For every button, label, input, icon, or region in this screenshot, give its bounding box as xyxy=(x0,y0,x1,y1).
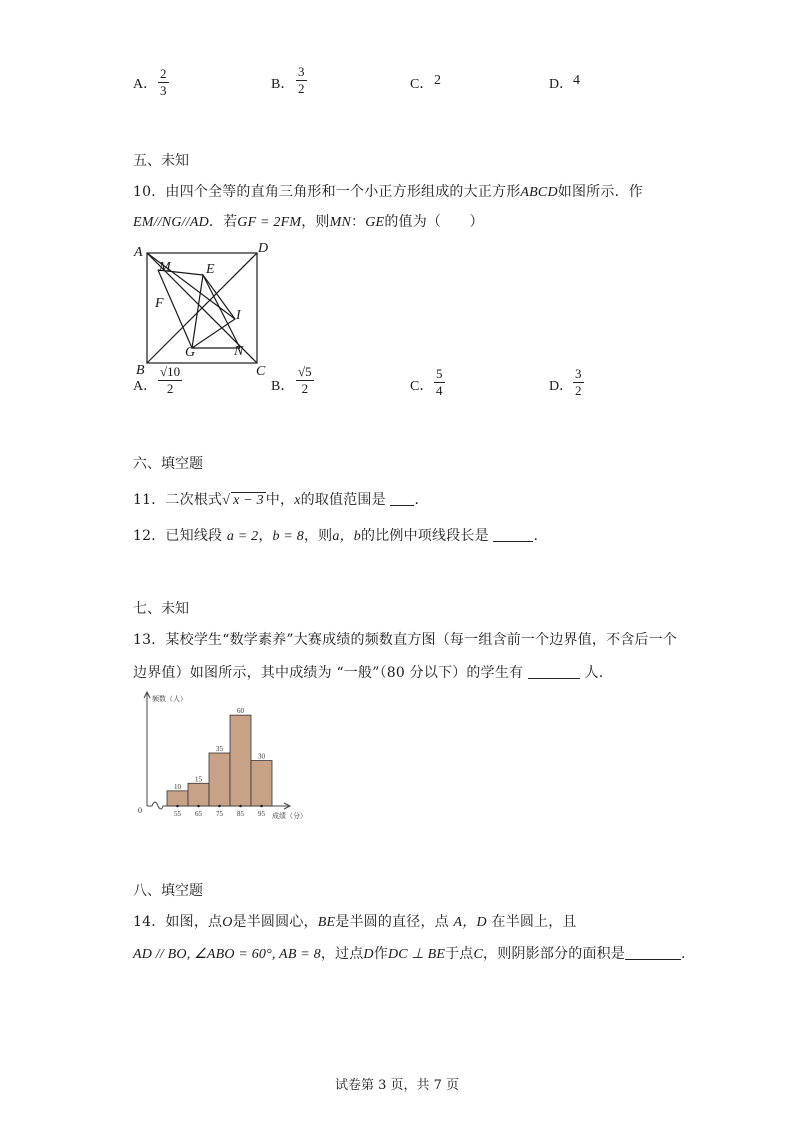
x-tick-label: 65 xyxy=(195,810,202,818)
section-5-title: 五、未知 xyxy=(133,153,189,169)
q10-option-b-num: √5 xyxy=(298,364,312,379)
q11-var: x xyxy=(294,493,301,508)
bar-value-label: 60 xyxy=(237,707,244,716)
q14-line1 xyxy=(133,911,577,931)
q10-option-a-den: 2 xyxy=(166,381,174,396)
q9-option-a-letter: A． xyxy=(133,77,158,92)
x-tick-dot xyxy=(218,805,221,808)
histogram-bar-65 xyxy=(188,783,209,806)
q9-option-d-letter: D． xyxy=(549,77,574,92)
q10-option-d-num: 3 xyxy=(575,366,582,381)
q10-option-a-num: √10 xyxy=(160,364,181,379)
x-tick-dot xyxy=(176,805,179,808)
q10-option-d-fraction xyxy=(573,366,584,399)
label-g: G xyxy=(185,345,196,360)
x-tick-label: 75 xyxy=(216,810,223,818)
q14-line2-b: ，过点 xyxy=(320,946,364,962)
q11-end: ． xyxy=(414,492,429,508)
histogram-bar-75 xyxy=(209,753,230,806)
q14-end: . xyxy=(681,946,686,962)
q13-line2 xyxy=(133,662,603,682)
q12-post: 的比例中项线段长是 xyxy=(361,528,489,544)
page-footer: 试卷第 3 页，共 7 页 xyxy=(334,1078,460,1093)
histogram-bar-55 xyxy=(167,791,188,806)
q10-option-d-letter: D． xyxy=(549,379,574,394)
q10-option-a-letter: A． xyxy=(133,379,158,394)
q11-text: 11．二次根式√ x − 3 中，x的取值范围是 ． xyxy=(133,492,429,508)
q11-post: 的取值范围是 xyxy=(300,492,386,508)
q10-option-a-fraction xyxy=(158,364,182,397)
q12-text xyxy=(133,525,538,545)
q10-line1-end: 如图所示．作 xyxy=(557,184,643,200)
q14-conditions: AD // BO, ∠ABO = 60°, AB = 8 xyxy=(133,947,321,962)
q14-be: BE xyxy=(317,915,336,930)
q10-line1-text: 10．由四个全等的直角三角形和一个小正方形组成的大正方形 xyxy=(133,184,521,200)
q9-option-b-letter: B． xyxy=(271,77,295,92)
x-tick-label: 95 xyxy=(258,810,265,818)
q14-line2-d: 于点 xyxy=(445,946,474,962)
q12-mid: ，则 xyxy=(303,528,333,544)
q14-o: O xyxy=(222,915,233,930)
label-f: F xyxy=(155,296,164,311)
q12-comma: ， xyxy=(258,528,273,544)
q14-dc-perp: DC ⊥ BE xyxy=(387,947,446,962)
q14-d: D xyxy=(363,947,374,962)
q10-option-c-num: 5 xyxy=(436,366,443,381)
q10-option-b-fraction xyxy=(296,364,314,397)
q10-parallel: EM//NG//AD xyxy=(133,215,209,230)
q13-line2-a: 边界值）如图所示，其中成绩为 “一般”（80 分以下）的学生有 xyxy=(133,665,524,681)
frequency-histogram xyxy=(130,688,330,828)
q10-line1 xyxy=(133,181,643,201)
q13-answer-blank[interactable] xyxy=(528,664,580,679)
q12-answer-blank[interactable] xyxy=(493,527,533,542)
q14-line1-a: 14．如图，点 xyxy=(133,914,223,930)
label-e: E xyxy=(206,262,215,277)
bar-value-label: 30 xyxy=(258,752,265,761)
q10-option-c-letter: C． xyxy=(410,379,434,394)
bar-value-label: 15 xyxy=(195,775,202,784)
q9-option-a-den: 3 xyxy=(160,83,167,98)
x-tick-dot xyxy=(260,805,263,808)
x-tick-dot xyxy=(197,805,200,808)
section-7-title: 七、未知 xyxy=(133,601,189,617)
q14-line1-c: 是半圆的直径，点 xyxy=(335,914,449,930)
q10-line2 xyxy=(133,211,484,231)
q11-pre: 11．二次根式 xyxy=(133,492,223,508)
label-b: B xyxy=(136,363,145,378)
q10-line2-h: 的值为（ ） xyxy=(384,214,484,230)
section-8-title: 八、填空题 xyxy=(133,883,203,899)
q10-abcd: ABCD xyxy=(520,185,558,200)
q9-option-c-letter: C． xyxy=(410,77,434,92)
q9-option-d-value: 4 xyxy=(573,73,580,88)
bar-value-label: 10 xyxy=(174,782,181,791)
q9-option-a-num: 2 xyxy=(160,66,167,81)
q13-line2-b: 人. xyxy=(584,665,604,681)
label-d: D xyxy=(258,241,269,256)
q12-end: . xyxy=(533,528,539,544)
q10-option-b-den: 2 xyxy=(301,381,309,396)
q9-option-c-value: 2 xyxy=(434,73,441,88)
origin-label: 0 xyxy=(138,806,142,815)
q10-option-b-letter: B． xyxy=(271,379,295,394)
section-6-title: 六、填空题 xyxy=(133,456,203,472)
q10-line2-d: ，则 xyxy=(301,214,330,230)
q10-option-c-fraction xyxy=(434,366,445,399)
q13-line1: 13．某校学生“数学素养”大赛成绩的频数直方图（每一组含前一个边界值，不含后一个 xyxy=(133,632,678,648)
q12-ab: a，b xyxy=(332,529,361,544)
label-c: C xyxy=(256,364,266,378)
q9-option-a-fraction xyxy=(158,66,169,99)
q10-line2-b: ．若 xyxy=(208,214,238,230)
q12-pre: 12．已知线段 xyxy=(133,528,223,544)
bar-value-label: 35 xyxy=(216,745,223,753)
x-tick-dot xyxy=(239,805,242,808)
q10-geometry-figure xyxy=(130,238,280,378)
q10-option-d-den: 2 xyxy=(575,383,582,398)
q10-ge: GE xyxy=(365,215,385,230)
q14-line1-d: 在半圆上，且 xyxy=(491,914,577,930)
q10-gf-eq: GF = 2FM xyxy=(237,215,302,230)
label-i: I xyxy=(236,308,241,323)
label-m: M xyxy=(159,260,171,275)
q9-option-b-fraction xyxy=(296,64,307,97)
q14-answer-blank[interactable] xyxy=(625,945,681,960)
q14-line2-e: ，则阴影部分的面积是 xyxy=(483,946,626,962)
q14-c: C xyxy=(473,947,484,962)
label-a: A xyxy=(134,245,143,260)
q14-line2-c: 作 xyxy=(373,946,388,962)
q12-a: a = 2 xyxy=(226,529,259,544)
q14-ad: A，D xyxy=(453,915,487,930)
y-axis-label: 频数（人） xyxy=(152,695,187,703)
q11-radicand: x − 3 xyxy=(233,493,264,508)
q9-option-b-den: 2 xyxy=(298,81,305,96)
x-axis-label: 成绩（分） xyxy=(272,812,307,820)
q9-option-b-num: 3 xyxy=(298,64,305,79)
q14-line1-b: 是半圆圆心， xyxy=(232,914,318,930)
x-tick-label: 85 xyxy=(237,810,244,818)
label-n: N xyxy=(234,344,244,359)
q12-b: b = 8 xyxy=(272,529,304,544)
histogram-bar-85 xyxy=(230,715,251,806)
q11-mid: 中， xyxy=(265,492,295,508)
q11-answer-blank[interactable] xyxy=(390,491,414,506)
q14-line2 xyxy=(133,943,686,963)
q10-mn: MN xyxy=(329,215,352,230)
q10-ratio-sep: ： xyxy=(351,214,366,230)
q10-option-c-den: 4 xyxy=(436,383,443,398)
x-tick-label: 55 xyxy=(174,810,181,818)
histogram-bar-95 xyxy=(251,761,272,806)
